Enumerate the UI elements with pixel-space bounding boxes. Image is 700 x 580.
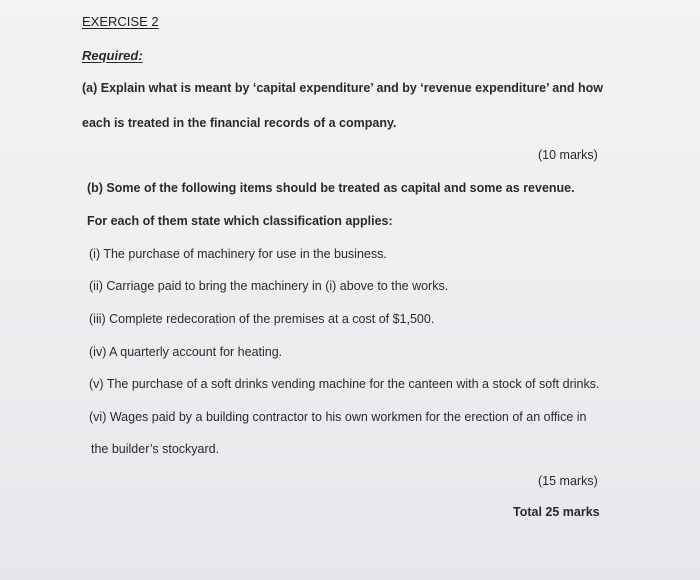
list-item-continuation: the builder’s stockyard.	[91, 442, 220, 456]
part-b-marks: (15 marks)	[538, 474, 598, 488]
part-a-marks: (10 marks)	[538, 148, 598, 162]
list-item: (iii) Complete redecoration of the premises at a cost of $1,500.	[89, 312, 435, 326]
part-a-line-1: (a) Explain what is meant by ‘capital expenditure’ and by ‘revenue expenditure’ and how	[82, 81, 603, 95]
part-a-line-2: each is treated in the financial records of a company.	[82, 116, 397, 130]
list-item: (vi) Wages paid by a building contractor to his own workmen for the erection of an office in	[89, 410, 587, 424]
list-item: (iv) A quarterly account for heating.	[89, 345, 283, 359]
part-b-instruction: For each of them state which classification applies:	[87, 214, 393, 228]
list-item: (i) The purchase of machinery for use in the business.	[89, 247, 387, 261]
list-item: (ii) Carriage paid to bring the machinery in (i) above to the works.	[89, 279, 449, 293]
total-marks: Total 25 marks	[513, 505, 600, 519]
exercise-title: EXERCISE 2	[82, 14, 159, 29]
part-b-intro: (b) Some of the following items should be treated as capital and some as revenue.	[87, 181, 575, 195]
required-label: Required:	[82, 48, 143, 63]
list-item: (v) The purchase of a soft drinks vending machine for the canteen with a stock of soft drinks.	[89, 377, 600, 391]
